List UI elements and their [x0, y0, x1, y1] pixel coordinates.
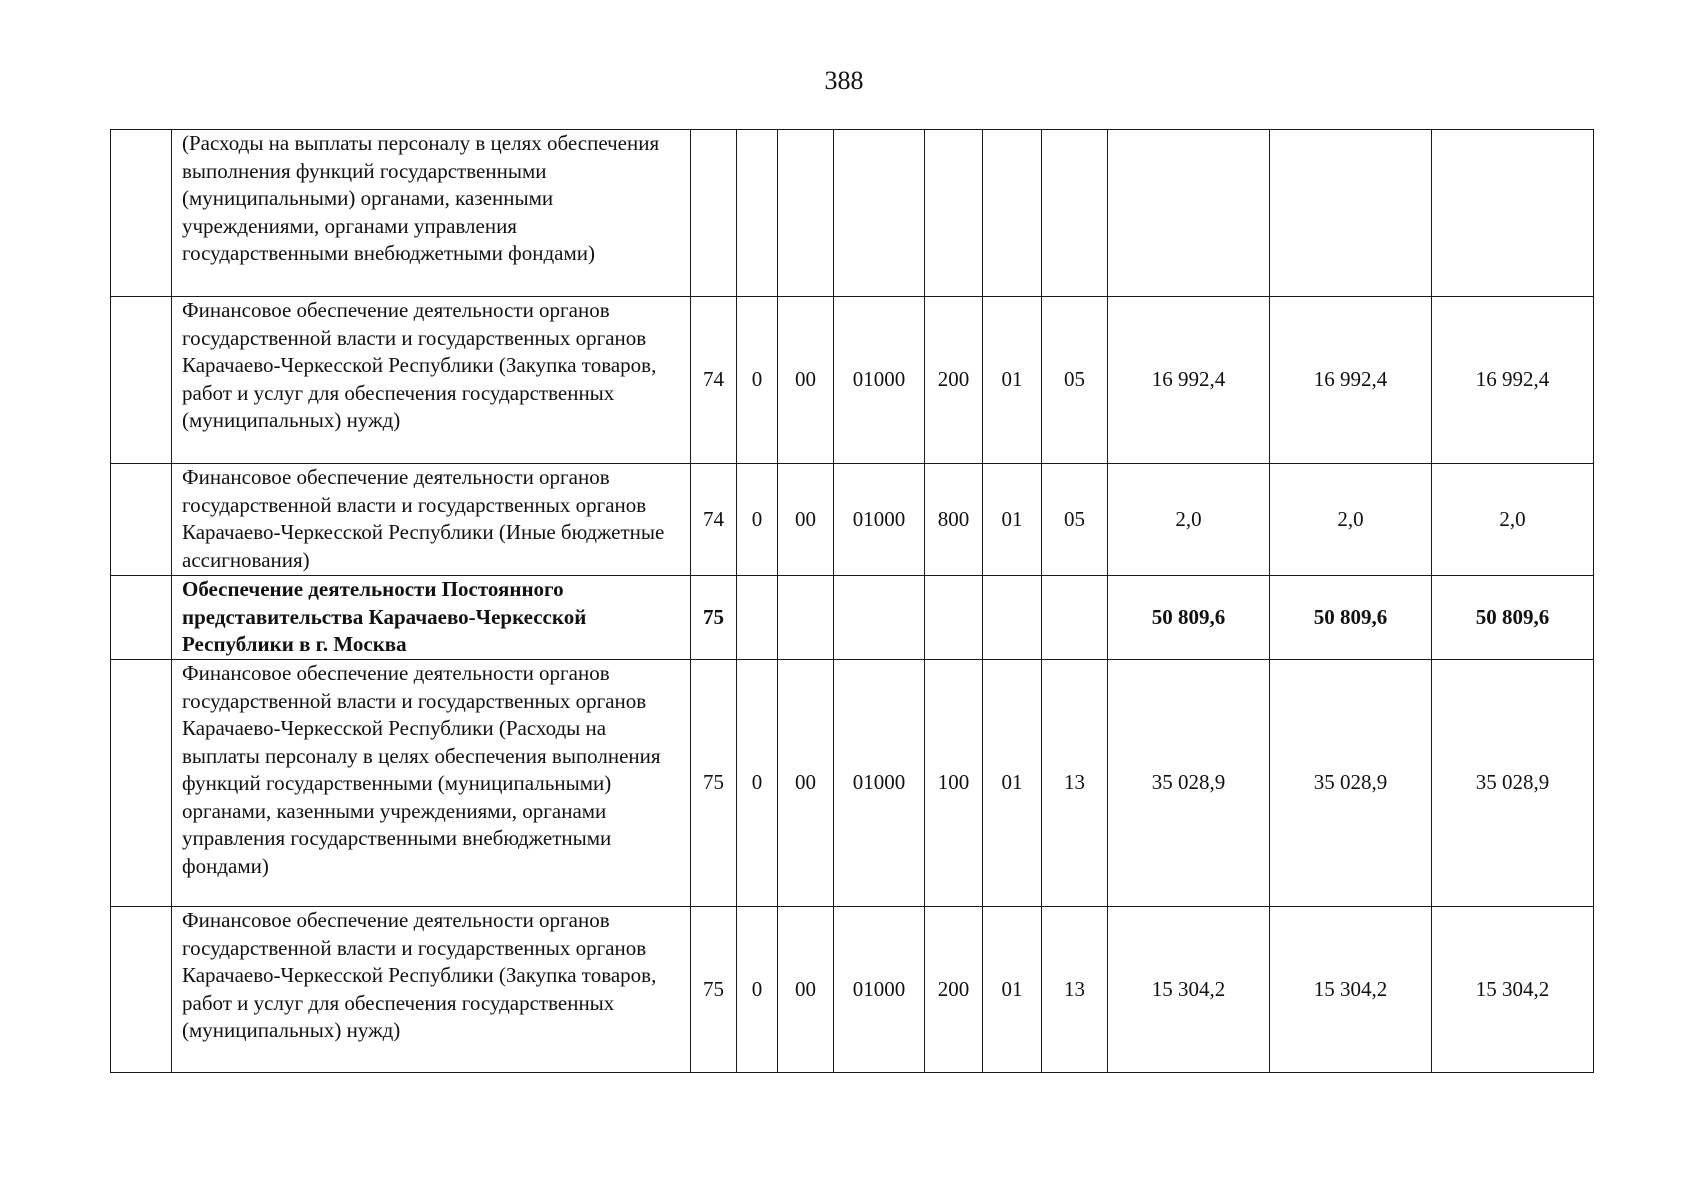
code-cell: 75 [691, 907, 737, 1073]
code-cell: 74 [691, 464, 737, 576]
sum-cell: 50 809,6 [1432, 576, 1594, 660]
code-cell: 05 [1042, 464, 1108, 576]
budget-table [110, 129, 1594, 1073]
sum-cell: 2,0 [1270, 464, 1432, 576]
code-cell: 0 [737, 297, 778, 464]
sum-cell: 16 992,4 [1270, 297, 1432, 464]
code-cell: 01 [983, 464, 1042, 576]
sum-cell: 15 304,2 [1432, 907, 1594, 1073]
row-number-cell [111, 130, 172, 297]
description-cell: Финансовое обеспечение деятельности органов государственной власти и государственных органов Карачаево-Черкесской Республики (Расходы на выплаты персоналу в целях обеспечения выполнения функций государственными (муниципальными) органами, казенными учреждениями, органами управления государственными внебюджетными фондами) [172, 660, 691, 907]
row-number-cell [111, 907, 172, 1073]
sum-cell: 35 028,9 [1108, 660, 1270, 907]
description-cell: Финансовое обеспечение деятельности органов государственной власти и государственных органов Карачаево-Черкесской Республики (Закупка товаров, работ и услуг для обеспечения государственных (муниципальных) нужд) [172, 297, 691, 464]
code-cell [737, 130, 778, 297]
row-number-cell [111, 464, 172, 576]
code-cell: 800 [925, 464, 983, 576]
sum-cell: 35 028,9 [1432, 660, 1594, 907]
sum-cell: 15 304,2 [1270, 907, 1432, 1073]
code-cell [778, 576, 834, 660]
code-cell: 13 [1042, 660, 1108, 907]
code-cell: 13 [1042, 907, 1108, 1073]
table-row [111, 907, 1594, 1073]
code-cell [983, 576, 1042, 660]
code-cell: 01000 [834, 907, 925, 1073]
code-cell: 200 [925, 297, 983, 464]
code-cell: 75 [691, 576, 737, 660]
sum-cell [1270, 130, 1432, 297]
code-cell: 01 [983, 297, 1042, 464]
description-cell: Обеспечение деятельности Постоянного представительства Карачаево-Черкесской Республики в г. Москва [172, 576, 691, 660]
sum-cell: 50 809,6 [1270, 576, 1432, 660]
code-cell: 00 [778, 907, 834, 1073]
code-cell [737, 576, 778, 660]
page-number: 388 [824, 66, 864, 95]
code-cell: 01000 [834, 297, 925, 464]
code-cell: 01 [983, 907, 1042, 1073]
code-cell: 00 [778, 297, 834, 464]
code-cell: 01000 [834, 660, 925, 907]
description-cell: Финансовое обеспечение деятельности органов государственной власти и государственных органов Карачаево-Черкесской Республики (Иные бюджетные ассигнования) [172, 464, 691, 576]
sum-cell: 2,0 [1432, 464, 1594, 576]
code-cell: 00 [778, 660, 834, 907]
sum-cell: 35 028,9 [1270, 660, 1432, 907]
table-row [111, 297, 1594, 464]
code-cell: 00 [778, 464, 834, 576]
sum-cell [1108, 130, 1270, 297]
code-cell [691, 130, 737, 297]
code-cell: 100 [925, 660, 983, 907]
code-cell: 0 [737, 907, 778, 1073]
row-number-cell [111, 297, 172, 464]
code-cell: 0 [737, 660, 778, 907]
code-cell: 05 [1042, 297, 1108, 464]
code-cell [925, 576, 983, 660]
code-cell: 75 [691, 660, 737, 907]
code-cell [1042, 576, 1108, 660]
table-row [111, 660, 1594, 907]
code-cell [925, 130, 983, 297]
table-row [111, 130, 1594, 297]
code-cell [778, 130, 834, 297]
code-cell: 74 [691, 297, 737, 464]
table-row [111, 464, 1594, 576]
sum-cell: 15 304,2 [1108, 907, 1270, 1073]
code-cell: 01000 [834, 464, 925, 576]
code-cell: 01 [983, 660, 1042, 907]
code-cell: 200 [925, 907, 983, 1073]
sum-cell: 2,0 [1108, 464, 1270, 576]
sum-cell [1432, 130, 1594, 297]
sum-cell: 16 992,4 [1108, 297, 1270, 464]
description-cell: Финансовое обеспечение деятельности органов государственной власти и государственных органов Карачаево-Черкесской Республики (Закупка товаров, работ и услуг для обеспечения государственных (муниципальных) нужд) [172, 907, 691, 1073]
code-cell [1042, 130, 1108, 297]
row-number-cell [111, 660, 172, 907]
sum-cell: 16 992,4 [1432, 297, 1594, 464]
code-cell [834, 130, 925, 297]
code-cell [983, 130, 1042, 297]
row-number-cell [111, 576, 172, 660]
sum-cell: 50 809,6 [1108, 576, 1270, 660]
code-cell: 0 [737, 464, 778, 576]
table-row [111, 576, 1594, 660]
description-cell: (Расходы на выплаты персоналу в целях обеспечения выполнения функций государственными (муниципальными) органами, казенными учреждениями, органами управления государственными внебюджетными фондами) [172, 130, 691, 297]
code-cell [834, 576, 925, 660]
